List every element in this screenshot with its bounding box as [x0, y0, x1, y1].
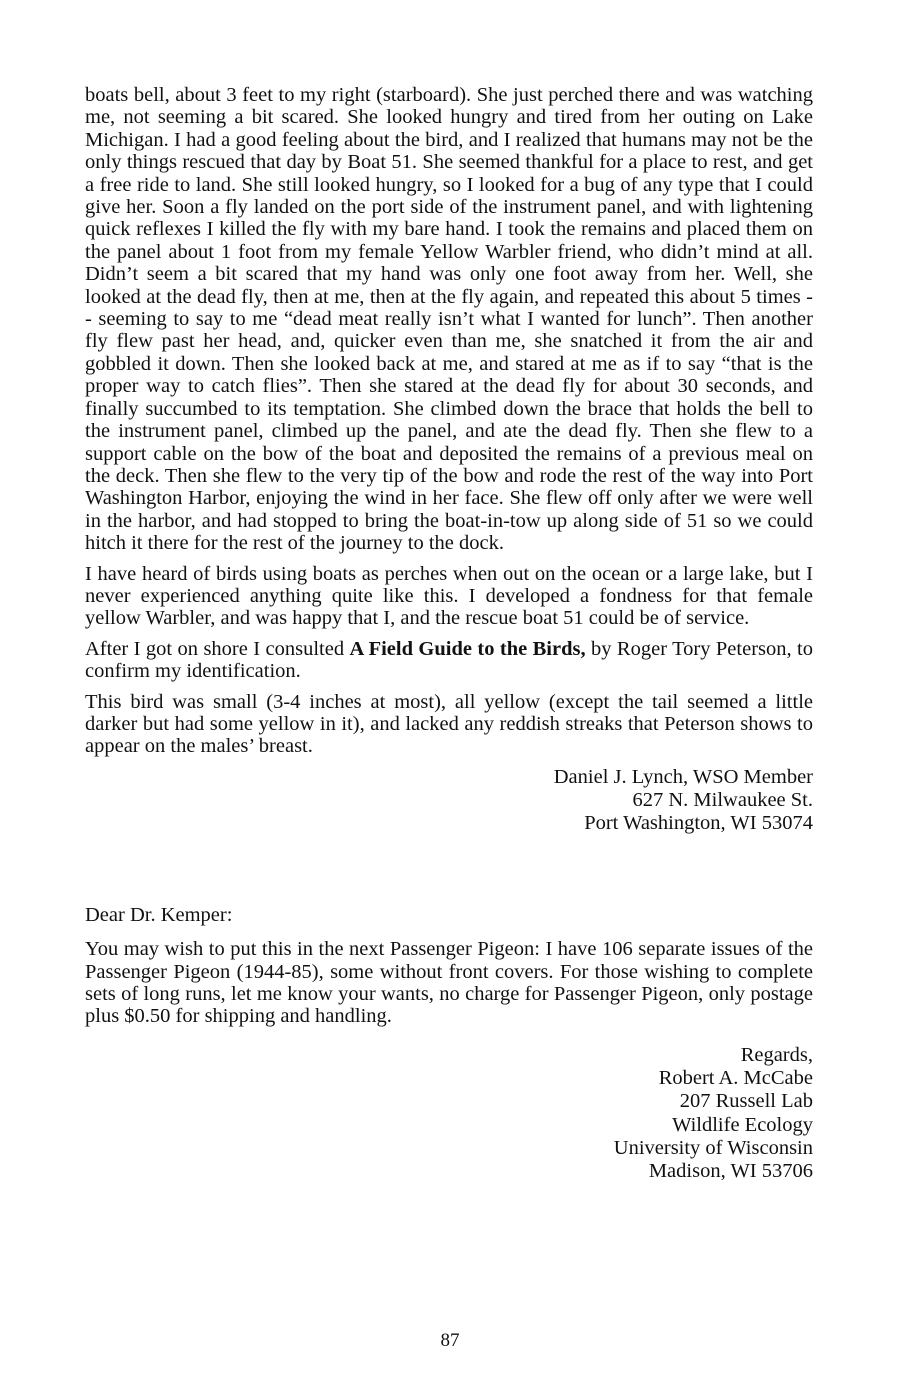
- salutation: Dear Dr. Kemper:: [85, 903, 233, 926]
- book-title: A Field Guide to the Birds,: [349, 637, 586, 660]
- letter-mccabe: [85, 904, 813, 1184]
- signature-city: Madison, WI 53706: [648, 1160, 813, 1183]
- signature-street: 627 N. Milwaukee St.: [632, 788, 813, 811]
- signature-name: Daniel J. Lynch, WSO Member: [553, 765, 813, 788]
- paragraph-field-guide: [85, 638, 813, 683]
- signature-address: 207 Russell Lab: [679, 1090, 813, 1113]
- paragraph-warbler-story: boats bell, about 3 feet to my right (starboard). She just perched there and was watching me, not seeming a bit scared. She looked hungry and tired from her outing on Lake Michigan. I had a good feeling about the bird, and I realized that humans may not be the only things rescued that day by Boat 51. She seemed thankful for a place to rest, and get a free ride to land. She still looked hungry, so I looked for a bug of any type that I could give her. Soon a fly landed on the port side of the instrument panel, and with lightening quick reflexes I killed the fly with my bare hand. I took the remains and placed them on the panel about 1 foot from my female Yellow Warbler friend, who didn’t mind at all. Didn’t seem a bit scared that my hand was only one foot away from her. Well, she looked at the dead fly, then at me, then at the fly again, and repeated this about 5 times -- seeming to say to me “dead meat really isn’t what I wanted for lunch”. Then another fly flew past her head, and, quicker even than me, she snatched it from the air and gobbled it down. Then she looked back at me, and stared at me as if to say “that is the proper way to catch flies”. Then she stared at the dead fly for about 30 seconds, and finally succumbed to its temptation. She climbed down the brace that holds the bell to the instrument panel, climbed up the panel, and ate the dead fly. Then she flew to a support cable on the bow of the boat and deposited the remains of a previous meal on the deck. Then she flew to the very tip of the bow and rode the rest of the way into Port Washington Harbor, enjoying the wind in her face. She flew off only after we were well in the harbor, and had stopped to bring the boat-in-tow up along side of 51 so we could hitch it there for the rest of the journey to the dock.: [85, 84, 813, 555]
- paragraph-bird-description: This bird was small (3-4 inches at most), all yellow (except the tail seemed a little darker but had some yellow in it), and lacked any reddish streaks that Peterson shows to appear on the males’ breast.: [85, 690, 813, 758]
- paragraph-birds-perching: I have heard of birds using boats as perches when out on the ocean or a large lake, but I never experienced anything quite like this. I developed a fondness for that female yellow Warbler, and was happy that I, and the rescue boat 51 could be of service.: [85, 562, 813, 630]
- signature-name: Robert A. McCabe: [658, 1067, 813, 1090]
- signature-department: Wildlife Ecology: [672, 1113, 813, 1136]
- signature-block-mccabe: [85, 1044, 813, 1184]
- paragraph-passenger-pigeon-offer: You may wish to put this in the next Passenger Pigeon: I have 106 separate issues of the Passenger Pigeon (1944-85), some without front covers. For those wishing to complete sets of long runs, let me know your wants, no charge for Passenger Pigeon, only postage plus $0.50 for shipping and handling.: [85, 938, 813, 1028]
- letter-lynch: [85, 84, 813, 835]
- field-guide-text-before: After I got on shore I consulted: [85, 637, 350, 660]
- signature-closing: Regards,: [740, 1043, 813, 1066]
- page-body: [85, 84, 813, 1184]
- signature-city: Port Washington, WI 53074: [584, 811, 813, 834]
- signature-university: University of Wisconsin: [613, 1137, 813, 1159]
- page-number: 87: [440, 1330, 460, 1351]
- field-guide-text-after: by Roger Tory Peterson, to confirm my identification.: [85, 637, 813, 683]
- signature-block-lynch: [85, 766, 813, 835]
